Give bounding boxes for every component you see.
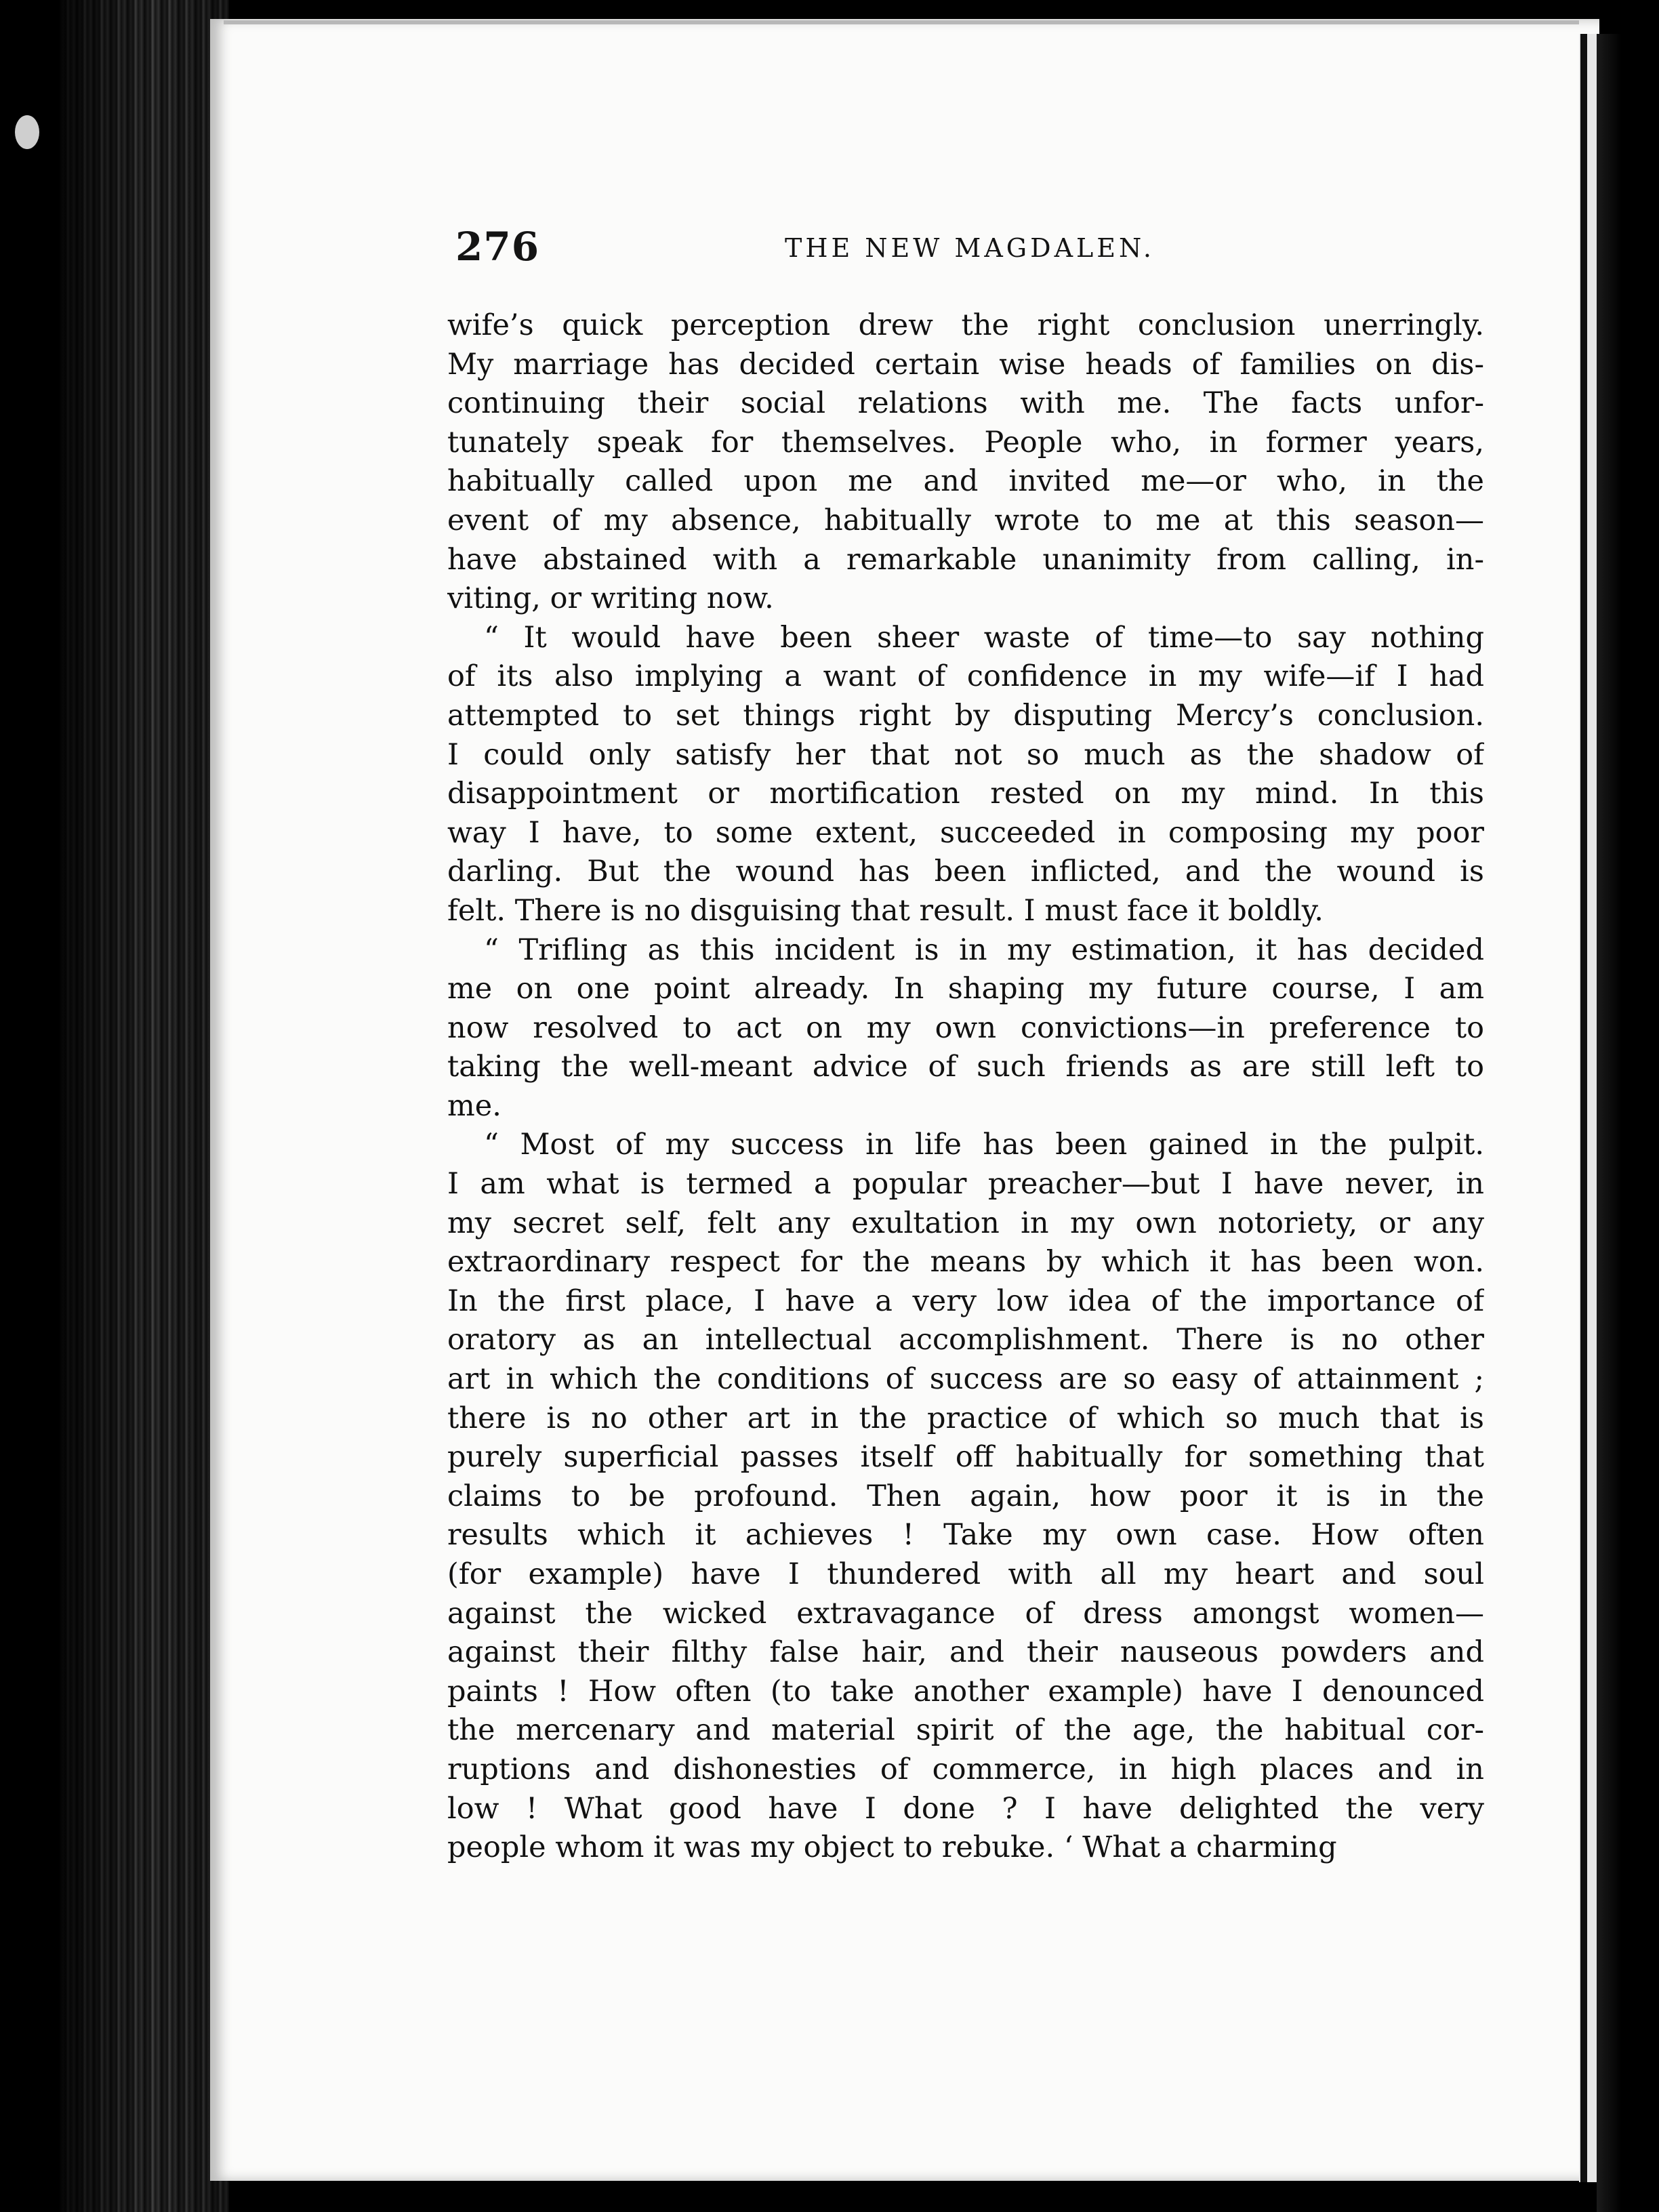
text-line: event of my absence, habitually wrote to me at this season—	[447, 503, 1484, 537]
text-line: I am what is termed a popular preacher—but I have never, in	[447, 1167, 1484, 1202]
text-line: “ Most of my success in life has been gained in the pulpit.	[484, 1128, 1484, 1162]
text-line: against their filthy false hair, and their nauseous powders and	[447, 1635, 1484, 1670]
page-header	[455, 224, 1486, 271]
text-line: disappointment or mortification rested on my mind. In this	[447, 777, 1484, 811]
page-top-edge	[224, 20, 1579, 24]
text-line: felt. There is no disguising that result. I must face it boldly.	[447, 893, 1324, 928]
text-line: my secret self, felt any exultation in my own notoriety, or any	[447, 1206, 1484, 1240]
text-line: In the first place, I have a very low idea of the importance of	[447, 1284, 1484, 1318]
text-line: the mercenary and material spirit of the age, the habitual cor-	[447, 1713, 1484, 1748]
text-line: taking the well-meant advice of such friends as are still left to	[447, 1050, 1484, 1084]
text-line: “ It would have been sheer waste of time—to say nothing	[484, 620, 1484, 655]
text-line: “ Trifling as this incident is in my estimation, it has decided	[484, 933, 1484, 967]
binding-line	[1580, 34, 1587, 2182]
running-title: THE NEW MAGDALEN.	[785, 233, 1155, 263]
text-line: attempted to set things right by disputing Mercy’s conclusion.	[447, 698, 1484, 733]
text-line: there is no other art in the practice of which so much that is	[447, 1401, 1484, 1435]
text-line: people whom it was my object to rebuke. ‘ What a charming	[447, 1830, 1337, 1865]
text-line: I could only satisfy her that not so much as the shadow of	[447, 737, 1484, 772]
text-line: oratory as an intellectual accomplishment. There is no other	[447, 1323, 1484, 1357]
text-line: darling. But the wound has been inflicted, and the wound is	[447, 855, 1484, 889]
text-line: (for example) have I thundered with all my heart and soul	[447, 1557, 1484, 1591]
text-line: me on one point already. In shaping my future course, I am	[447, 972, 1484, 1006]
text-line: extraordinary respect for the means by which it has been won.	[447, 1245, 1484, 1279]
text-line: paints ! How often (to take another example) have I denounced	[447, 1674, 1484, 1708]
scan-background-right	[1597, 34, 1659, 2212]
text-line: My marriage has decided certain wise heads of families on dis-	[447, 347, 1484, 382]
text-line: art in which the conditions of success are so easy of attainment ;	[447, 1362, 1484, 1397]
scan-speck	[15, 115, 39, 149]
text-line: wife’s quick perception drew the right conclusion unerringly.	[447, 308, 1484, 342]
text-line: results which it achieves ! Take my own case. How often	[447, 1518, 1484, 1553]
text-line: way I have, to some extent, succeeded in composing my poor	[447, 815, 1484, 850]
text-line: purely superficial passes itself off habitually for something that	[447, 1440, 1484, 1475]
book-edge-shadow	[60, 0, 229, 2212]
text-line: habitually called upon me and invited me—or who, in the	[447, 464, 1484, 499]
page-number: 276	[455, 224, 540, 270]
text-line: viting, or writing now.	[447, 581, 774, 616]
body-text	[447, 306, 1484, 1868]
text-line: claims to be profound. Then again, how poor it is in the	[447, 1479, 1484, 1513]
text-line: continuing their social relations with me. The facts unfor-	[447, 386, 1484, 421]
text-line: ruptions and dishonesties of commerce, in high places and in	[447, 1752, 1484, 1786]
text-line: have abstained with a remarkable unanimity from calling, in-	[447, 542, 1484, 577]
text-line: low ! What good have I done ? I have delighted the very	[447, 1791, 1484, 1826]
text-line: against the wicked extravagance of dress amongst women—	[447, 1596, 1484, 1631]
text-line: now resolved to act on my own convictions—in preference to	[447, 1010, 1484, 1045]
text-line: of its also implying a want of confidence in my wife—if I had	[447, 659, 1484, 694]
text-line: tunately speak for themselves. People who, in former years,	[447, 425, 1484, 459]
text-line: me.	[447, 1088, 501, 1123]
